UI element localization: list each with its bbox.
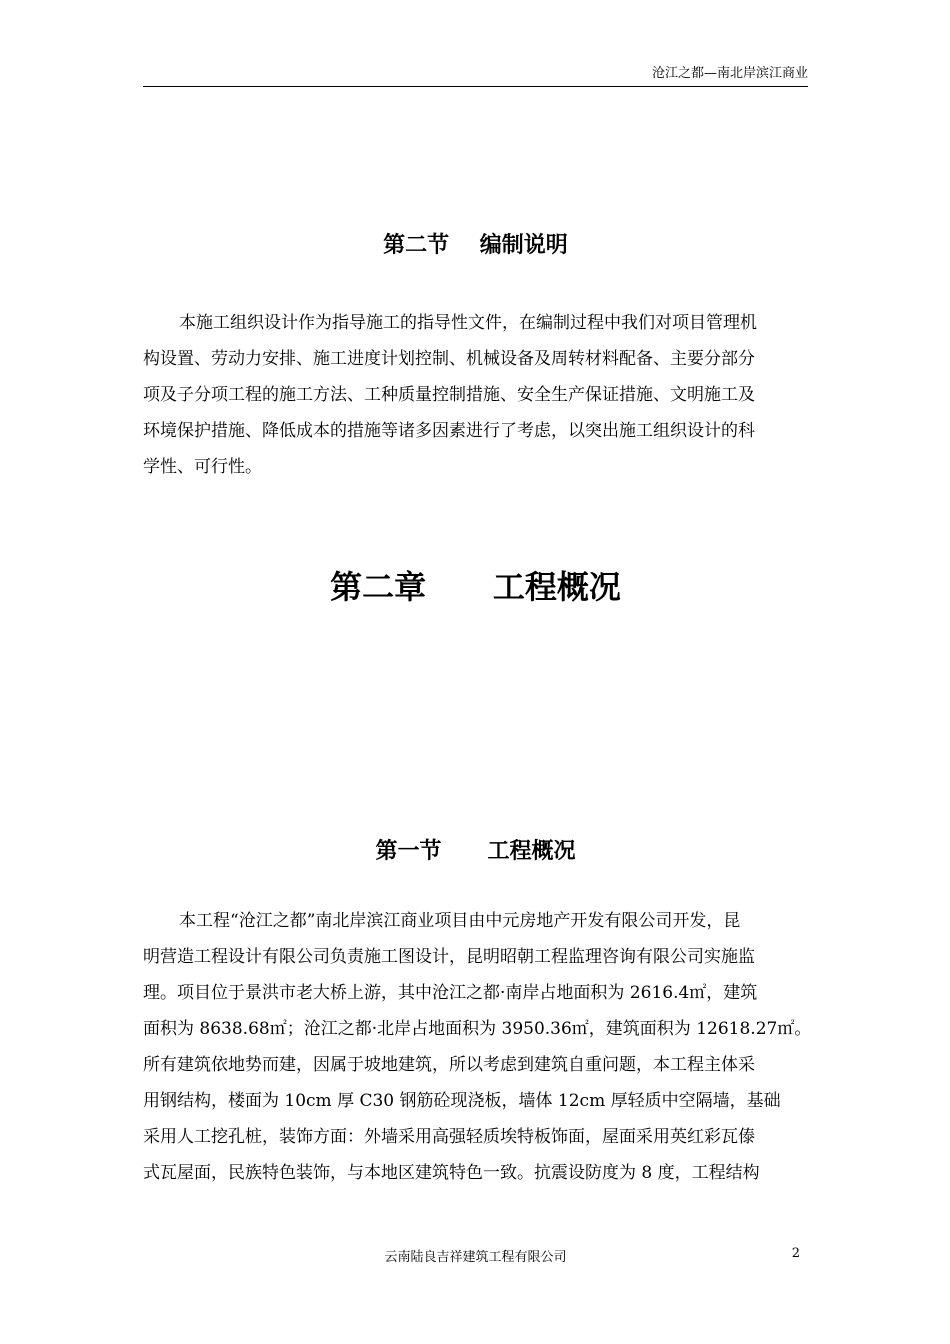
header-title: 沧江之都—南北岸滨江商业 [651, 66, 808, 81]
page-header [143, 66, 808, 87]
page-footer [143, 1246, 808, 1266]
paragraph-line: 理。项目位于景洪市老大桥上游，其中沧江之都·南岸占地面积为 2616.4㎡，建筑 [143, 983, 758, 1003]
paragraph-line: 构设置、劳动力安排、施工进度计划控制、机械设备及周转材料配备、主要分部分 [143, 349, 755, 369]
paragraph-line: 学性、可行性。 [143, 457, 262, 477]
paragraph-line: 面积为 8638.68㎡；沧江之都·北岸占地面积为 3950.36㎡，建筑面积为 12618.27㎡。 [143, 1019, 812, 1039]
paragraph-line: 明营造工程设计有限公司负责施工图设计，昆明昭朝工程监理咨询有限公司实施监 [143, 947, 755, 967]
paragraph-line: 环境保护措施、降低成本的措施等诸多因素进行了考虑，以突出施工组织设计的科 [143, 421, 755, 441]
paragraph-line: 式瓦屋面，民族特色装饰，与本地区建筑特色一致。抗震设防度为 8 度，工程结构 [143, 1163, 760, 1183]
section-title-project-overview: 第一节 工程概况 [375, 839, 576, 864]
paragraph-line: 采用人工挖孔桩，装饰方面：外墙采用高强轻质埃特板饰面，屋面采用英红彩瓦傣 [143, 1127, 755, 1147]
paragraph-line: 用钢结构，楼面为 10cm 厚 C30 钢筋砼现浇板，墙体 12cm 厚轻质中空隔墙，基础 [143, 1091, 781, 1111]
footer-company: 云南陆良吉祥建筑工程有限公司 [384, 1250, 567, 1265]
paragraph-line: 本工程“沧江之都”南北岸滨江商业项目由中元房地产开发有限公司开发，昆 [179, 911, 741, 931]
paragraph-line: 所有建筑依地势而建，因属于坡地建筑，所以考虑到建筑自重问题，本工程主体采 [143, 1055, 755, 1075]
paragraph-project-overview [143, 903, 812, 1191]
paragraph-compilation-notes [143, 305, 808, 485]
paragraph-line: 项及子分项工程的施工方法、工种质量控制措施、安全生产保证措施、文明施工及 [143, 385, 755, 405]
page-number: 2 [791, 1246, 800, 1261]
chapter-title: 第二章 工程概况 [330, 568, 621, 606]
section-title-compilation-notes: 第二节 编制说明 [383, 233, 568, 258]
paragraph-line: 本施工组织设计作为指导施工的指导性文件，在编制过程中我们对项目管理机 [179, 313, 757, 333]
